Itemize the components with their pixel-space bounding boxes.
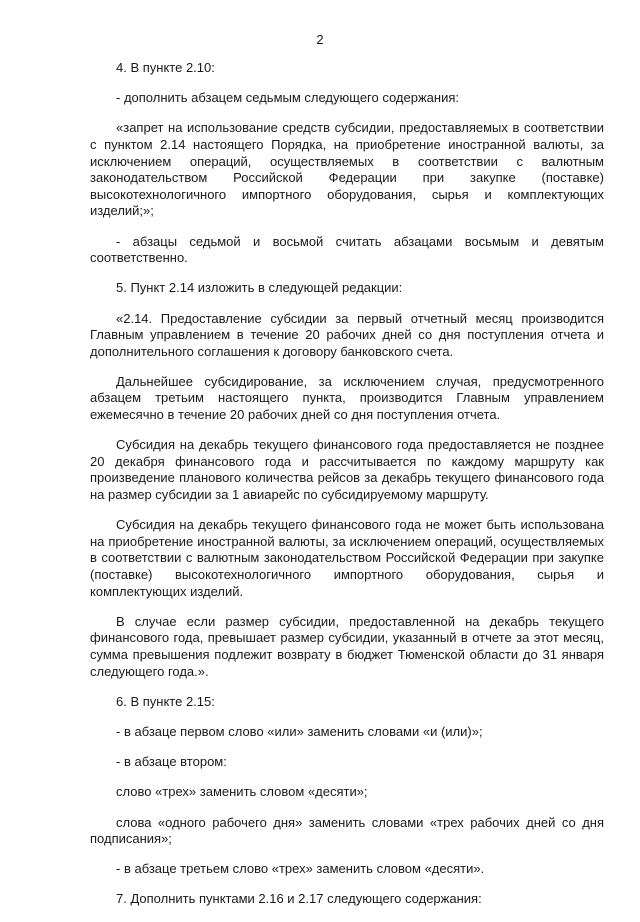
paragraph-word-three: слово «трех» заменить словом «десяти»; (116, 784, 368, 800)
paragraph-december-subsidy: Субсидия на декабрь текущего финансового года предоставляется не позднее 20 декабря финансового года и рассчитывается по каждому маршруту как произведение планового количества рейсов за декабрь текущего финансового года на размер субсидии за 1 авиарейс по субсидируемому маршруту. (90, 437, 604, 503)
paragraph-second-abzac: - в абзаце втором: (116, 754, 227, 770)
paragraph-quote-currency-ban: «запрет на использование средств субсидии, предоставляемых в соответствии с пунктом 2.14 настоящего Порядка, на приобретение иностранной валюты, за исключением операций, осуществляемых в соответствии с валютным законодательством Российской Федерации при закупке (поставке) высокотехнологичного импортного оборудования, сырья и комплектующих изделий;»; (90, 120, 604, 219)
page-number: 2 (316, 32, 324, 47)
paragraph-first-abzac: - в абзаце первом слово «или» заменить словами «и (или)»; (116, 723, 483, 739)
document-body (90, 60, 604, 922)
paragraph-item-4: 4. В пункте 2.10: (116, 60, 215, 75)
paragraph-add-seventh: - дополнить абзацем седьмым следующего содержания: (116, 90, 459, 106)
paragraph-working-days: слова «одного рабочего дня» заменить словами «трех рабочих дней со дня подписания»; (90, 814, 604, 847)
paragraph-2-14-first-month: «2.14. Предоставление субсидии за первый отчетный месяц производится Главным управлением в течение 20 рабочих дней со дня поступления отчета и дополнительного соглашения к договору банковского счета. (90, 310, 604, 359)
paragraph-item-6: 6. В пункте 2.15: (116, 693, 215, 709)
paragraph-third-abzac: - в абзаце третьем слово «трех» заменить словом «десяти». (116, 861, 485, 877)
paragraph-item-7: 7. Дополнить пунктами 2.16 и 2.17 следующего содержания: (116, 891, 482, 907)
paragraph-further-subsidy: Дальнейшее субсидирование, за исключением случая, предусмотренного абзацем третьим настоящего пункта, производится Главным управлением ежемесячно в течение 20 рабочих дней со дня поступления отчета. (90, 373, 604, 423)
paragraph-december-currency: Субсидия на декабрь текущего финансового года не может быть использована на приобретение иностранной валюты, за исключением операций, осуществляемых в соответствии с валютным законодательством Российской Федерации при закупке (поставке) высокотехнологичного импортного оборудования, сырья и комплектующих изделий. (90, 517, 604, 599)
paragraph-item-5: 5. Пункт 2.14 изложить в следующей редакции: (116, 280, 403, 296)
paragraph-excess-return: В случае если размер субсидии, предоставленной на декабрь текущего финансового года, превышает размер субсидии, указанный в отчете за этот месяц, сумма превышения подлежит возврату в бюджет Тюменской области до 31 января следующего года.». (90, 613, 604, 679)
paragraph-renumber: - абзацы седьмой и восьмой считать абзацами восьмым и девятым соответственно. (90, 233, 604, 266)
